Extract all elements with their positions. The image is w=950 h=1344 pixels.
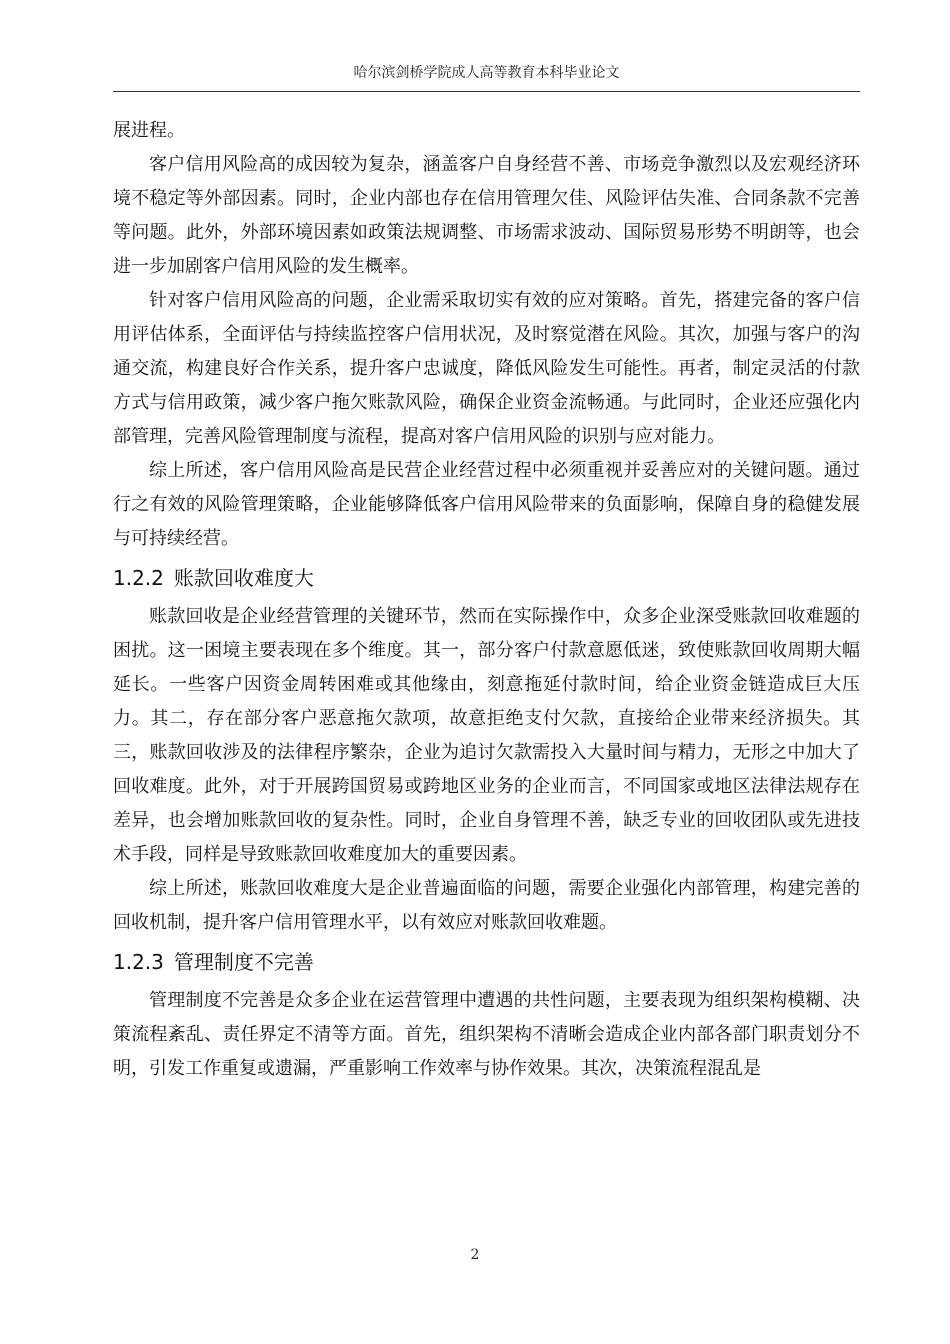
running-header: 哈尔滨剑桥学院成人高等教育本科毕业论文 bbox=[113, 62, 860, 92]
page-number: 2 bbox=[470, 1247, 480, 1263]
paragraph: 针对客户信用风险高的问题，企业需采取切实有效的应对策略。首先，搭建完备的客户信用评估体系，全面评估与持续监控客户信用状况，及时察觉潜在风险。其次，加强与客户的沟通交流，构建良好合作关系，提升客户忠诚度，降低风险发生可能性。再者，制定灵活的付款方式与信用政策，减少客户拖欠账款风险，确保企业资金流畅通。与此同时，企业还应强化内部管理，完善风险管理制度与流程，提高对客户信用风险的识别与应对能力。 bbox=[113, 290, 860, 447]
section-number: 1.2.2 bbox=[113, 566, 164, 590]
section-heading-1-2-2 bbox=[113, 564, 860, 592]
paragraph: 账款回收是企业经营管理的关键环节，然而在实际操作中，众多企业深受账款回收难题的困扰。这一困境主要表现在多个维度。其一，部分客户付款意愿低迷，致使账款回收周期大幅延长。一些客户因资金周转困难或其他缘由，刻意拖延付款时间，给企业资金链造成巨大压力。其二，存在部分客户恶意拖欠款项，故意拒绝支付欠款，直接给企业带来经济损失。其三，账款回收涉及的法律程序繁杂，企业为追讨欠款需投入大量时间与精力，无形之中加大了回收难度。此外，对于开展跨国贸易或跨地区业务的企业而言，不同国家或地区法律法规存在差异，也会增加账款回收的复杂性。同时，企业自身管理不善，缺乏专业的回收团队或先进技术手段，同样是导致账款回收难度加大的重要因素。 bbox=[113, 606, 860, 865]
section-title: 管理制度不完善 bbox=[173, 950, 314, 974]
section-title: 账款回收难度大 bbox=[173, 566, 314, 590]
paragraph: 管理制度不完善是众多企业在运营管理中遭遇的共性问题，主要表现为组织架构模糊、决策流程紊乱、责任界定不清等方面。首先，组织架构不清晰会造成企业内部各部门职责划分不明，引发工作重复或遗漏，严重影响工作效率与协作效果。其次，决策流程混乱是 bbox=[113, 990, 860, 1079]
paragraph: 综上所述，账款回收难度大是企业普遍面临的问题，需要企业强化内部管理，构建完善的回收机制，提升客户信用管理水平，以有效应对账款回收难题。 bbox=[113, 878, 860, 933]
body-text bbox=[113, 114, 860, 1086]
paragraph: 客户信用风险高的成因较为复杂，涵盖客户自身经营不善、市场竞争激烈以及宏观经济环境不稳定等外部因素。同时，企业内部也存在信用管理欠佳、风险评估失准、合同条款不完善等问题。此外，外部环境因素如政策法规调整、市场需求波动、国际贸易形势不明朗等，也会进一步加剧客户信用风险的发生概率。 bbox=[113, 154, 860, 277]
paragraph: 展进程。 bbox=[113, 120, 185, 141]
section-heading-1-2-3 bbox=[113, 948, 860, 976]
paragraph: 综上所述，客户信用风险高是民营企业经营过程中必须重视并妥善应对的关键问题。通过行之有效的风险管理策略，企业能够降低客户信用风险带来的负面影响，保障自身的稳健发展与可持续经营。 bbox=[113, 460, 860, 549]
section-number: 1.2.3 bbox=[113, 950, 164, 974]
